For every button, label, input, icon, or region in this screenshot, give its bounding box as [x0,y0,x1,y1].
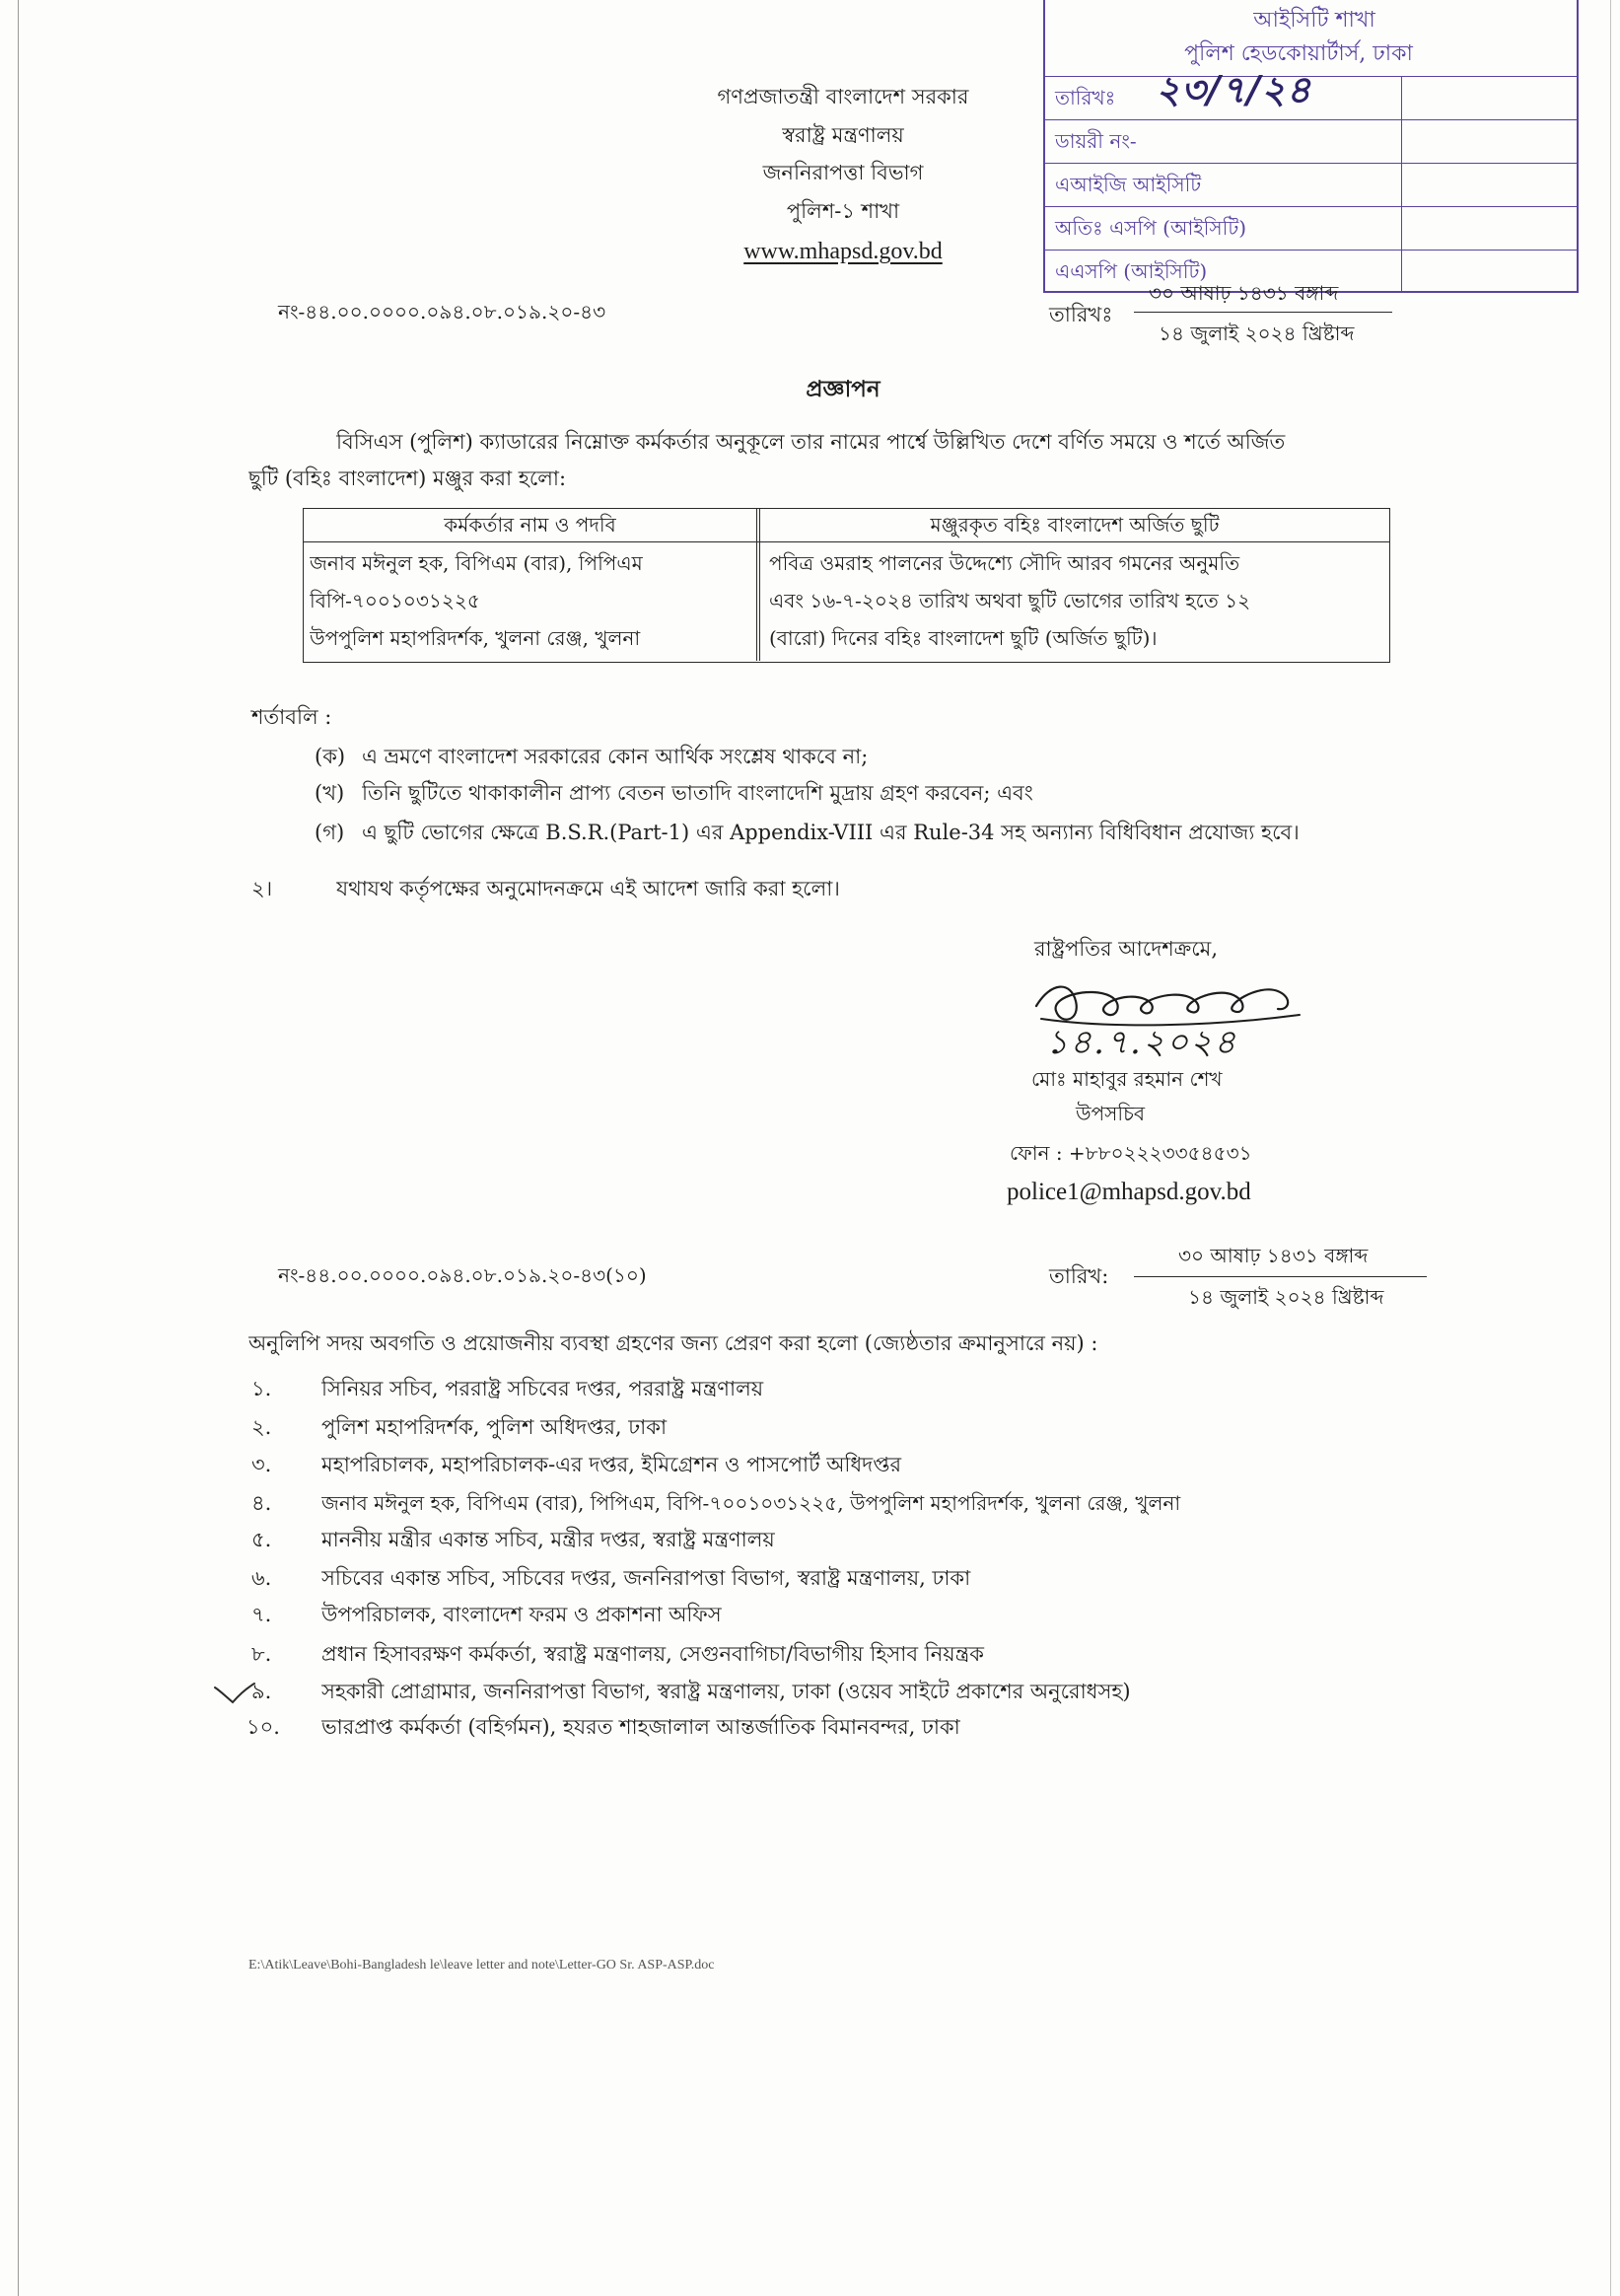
intro-line-1: বিসিএস (পুলিশ) ক্যাডারের নিম্নোক্ত কর্মকর্তার অনুকূলে তার নামের পার্শ্বে উল্লিখিত দেশে বর্ণিত সময়ে ও শর্তে অর্জিত [336,430,1286,454]
memo-date-rule [1134,312,1392,313]
stamp-label: ডায়রী নং- [1045,120,1402,163]
officer-designation: উপপুলিশ মহাপরিদর্শক, খুলনা রেঞ্জ, খুলনা [310,626,641,650]
copy-memo-date-english: ১৪ জুলাই ২০২৪ খ্রিষ্টাব্দ [1188,1285,1384,1309]
scan-edge-line-right [1610,0,1611,2296]
signatory-email: police1@mhapsd.gov.bd [1007,1179,1251,1205]
officer-name: জনাব মঈনুল হক, বিপিএম (বার), পিপিএম [310,551,643,575]
signature-order-line: রাষ্ট্রপতির আদেশক্রমে, [1034,937,1218,961]
table-header-leave: মঞ্জুরকৃত বহিঃ বাংলাদেশ অর্জিত ছুটি [930,513,1220,537]
stamp-row-aig [1045,163,1577,206]
list-item-number: ৭. [251,1603,272,1626]
header-website: www.mhapsd.gov.bd [743,239,943,264]
list-item-number: ১. [251,1377,272,1400]
signatory-designation: উপসচিব [1076,1102,1146,1125]
table-header-row [304,509,1389,542]
header-division: জননিরাপত্তা বিভাগ [762,161,924,184]
stamp-value-cell [1402,164,1577,206]
footer-file-path: E:\Atik\Leave\Bohi-Bangladesh le\leave letter and note\Letter-GO Sr. ASP-ASP.doc [248,1958,715,1973]
header-government: গণপ্রজাতন্ত্রী বাংলাদেশ সরকার [717,85,969,108]
list-item: সহকারী প্রোগ্রামার, জননিরাপত্তা বিভাগ, স্বরাষ্ট্র মন্ত্রণালয়, ঢাকা (ওয়েব সাইটে প্রকাশের অনুরোধসহ) [321,1680,1131,1703]
copy-memo-date-rule [1134,1276,1427,1277]
list-item-number: ৬. [251,1566,272,1590]
list-item: উপপরিচালক, বাংলাদেশ ফরম ও প্রকাশনা অফিস [321,1603,722,1626]
list-item: পুলিশ মহাপরিদর্শক, পুলিশ অধিদপ্তর, ঢাকা [321,1415,668,1439]
table-row [304,542,1389,661]
intro-line-2: ছুটি (বহিঃ বাংলাদেশ) মঞ্জুর করা হলো: [248,466,567,490]
memo-number: নং-৪৪.০০.০০০০.০৯৪.০৮.০১৯.২০-৪৩ [278,300,606,323]
condition-text: এ ভ্রমণে বাংলাদেশ সরকারের কোন আর্থিক সংশ্লেষ থাকবে না; [362,745,869,768]
leave-line: পবিত্র ওমরাহ পালনের উদ্দেশ্যে সৌদি আরব গমনের অনুমতি [769,551,1240,575]
condition-text: তিনি ছুটিতে থাকাকালীন প্রাপ্য বেতন ভাতাদি বাংলাদেশি মুদ্রায় গ্রহণ করবেন; এবং [362,781,1033,805]
stamp-office: পুলিশ হেডকোয়ার্টার্স, ঢাকা [1184,41,1413,66]
para2-text: যথাযথ কর্তৃপক্ষের অনুমোদনক্রমে এই আদেশ জারি করা হলো। [336,877,840,900]
stamp-value-cell [1402,120,1577,163]
stamp-value-cell [1402,251,1577,293]
memo-date-english: ১৪ জুলাই ২০২৪ খ্রিষ্টাব্দ [1159,322,1355,345]
stamp-value-cell [1402,77,1577,119]
signature-scribble [1031,971,1307,1031]
signatory-name: মোঃ মাহাবুর রহমান শেখ [1031,1067,1223,1091]
stamp-label: অতিঃ এসপি (আইসিটি) [1045,207,1402,250]
leave-table [303,508,1390,663]
stamp-label: তারিখঃ [1045,77,1402,119]
list-item: সচিবের একান্ত সচিব, সচিবের দপ্তর, জননিরাপত্তা বিভাগ, স্বরাষ্ট্র মন্ত্রণালয়, ঢাকা [321,1566,971,1590]
signature-handwritten-date: ১৪.৭.২০২৪ [1046,1023,1238,1062]
stamp-row-addl-sp [1045,206,1577,250]
document-title: প্রজ্ঞাপন [806,376,880,402]
condition-mark: (ক) [315,745,346,768]
table-cell-officer [304,542,760,661]
para2-number: ২। [251,877,273,900]
officer-bp-number: বিপি-৭০০১০৩১২২৫ [310,589,480,612]
list-item: ভারপ্রাপ্ত কর্মকর্তা (বহির্গমন), হযরত শাহজালাল আন্তর্জাতিক বিমানবন্দর, ঢাকা [321,1715,960,1739]
list-item-number: ৮. [251,1642,272,1666]
list-item-number: ২. [251,1415,272,1439]
table-cell-leave [760,542,1389,661]
signatory-phone: ফোন : +৮৮০২২২৩৩৫৪৫৩১ [1010,1141,1252,1165]
list-item: মাননীয় মন্ত্রীর একান্ত সচিব, মন্ত্রীর দপ্তর, স্বরাষ্ট্র মন্ত্রণালয় [321,1528,775,1551]
stamp-row-diary [1045,119,1577,163]
stamp-label: এএসপি (আইসিটি) [1045,251,1402,293]
header-ministry: স্বরাষ্ট্র মন্ত্রণালয় [782,123,904,147]
list-item-number: ১০. [247,1715,280,1739]
condition-mark: (গ) [315,821,345,844]
list-item-number: ৪. [251,1491,272,1515]
table-header-officer: কর্মকর্তার নাম ও পদবি [304,509,760,541]
copy-memo-date-bangla: ৩০ আষাঢ় ১৪৩১ বঙ্গাব্দ [1178,1244,1369,1267]
list-item-number: ৯. [251,1680,272,1703]
scan-edge-line-left [18,0,19,2296]
stamp-row-date [1045,67,1577,119]
stamp-label: এআইজি আইসিটি [1045,164,1402,206]
list-item: প্রধান হিসাবরক্ষণ কর্মকর্তা, স্বরাষ্ট্র মন্ত্রণালয়, সেগুনবাগিচা/বিভাগীয় হিসাব নিয়ন্ত্রক [321,1642,984,1666]
condition-mark: (খ) [315,781,345,805]
leave-line: এবং ১৬-৭-২০২৪ তারিখ অথবা ছুটি ভোগের তারিখ হতে ১২ [769,589,1251,612]
list-item: মহাপরিচালক, মহাপরিচালক-এর দপ্তর, ইমিগ্রেশন ও পাসপোর্ট অধিদপ্তর [321,1453,902,1476]
header-section: পুলিশ-১ শাখা [786,199,900,223]
handwritten-tick-mark [213,1680,256,1707]
received-stamp [1043,0,1579,293]
distribution-intro: অনুলিপি সদয় অবগতি ও প্রয়োজনীয় ব্যবস্থা গ্রহণের জন্য প্রেরণ করা হলো (জ্যেষ্ঠতার ক্রমানুসারে নয়) : [248,1331,1098,1355]
copy-memo-number: নং-৪৪.০০.০০০০.০৯৪.০৮.০১৯.২০-৪৩(১০) [278,1263,647,1287]
list-item: সিনিয়র সচিব, পররাষ্ট্র সচিবের দপ্তর, পররাষ্ট্র মন্ত্রণালয় [321,1377,764,1400]
stamp-value-cell [1402,207,1577,250]
stamp-received-date: ২৩/৭/২৪ [1156,67,1312,111]
conditions-heading: শর্তাবলি : [251,705,332,729]
list-item: জনাব মঈনুল হক, বিপিএম (বার), পিপিএম, বিপি-৭০০১০৩১২২৫, উপপুলিশ মহাপরিদর্শক, খুলনা রেঞ্জ, খুলনা [321,1491,1181,1515]
list-item-number: ৩. [251,1453,272,1476]
memo-date-label: তারিখঃ [1049,303,1113,326]
leave-line: (বারো) দিনের বহিঃ বাংলাদেশ ছুটি (অর্জিত ছুটি)। [769,626,1158,650]
copy-memo-date-label: তারিখ: [1049,1264,1109,1288]
condition-text: এ ছুটি ভোগের ক্ষেত্রে B.S.R.(Part-1) এর Appendix-VIII এর Rule-34 সহ অন্যান্য বিধিবিধান প্রযোজ্য হবে। [362,821,1300,844]
stamp-section: আইসিটি শাখা [1253,8,1375,33]
memo-date-bangla: ৩০ আষাঢ় ১৪৩১ বঙ্গাব্দ [1149,281,1339,305]
list-item-number: ৫. [251,1528,272,1551]
